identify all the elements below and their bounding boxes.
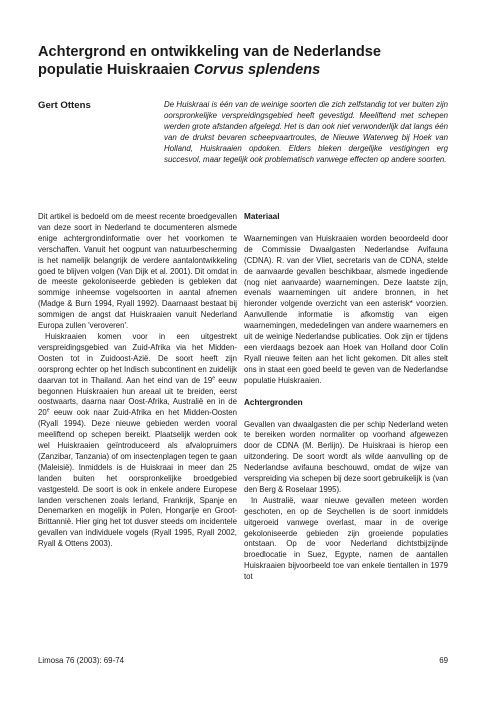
paragraph-range-part-c: eeuw ook naar Zuid-Afrika en het Midden-Oosten (Ryall 1994). Deze nieuwe gebieden werden vooral meeliftend op schepen bereikt. Plaatselijk werden ook wel Huiskraaien geïntroduceerd als afvalopruimers (Zanzibar, Tanzania) of om insectenplagen tegen te gaan (Maleisië). Inmiddels is de Huiskraai in meer dan 25 landen buiten het oorspronkelijke broedgebied vastgesteld. De soort is ook in enkele andere Europese landen verschenen zoals Ierland, Frankrijk, Spanje en Denemarken en mogelijk in Polen, Hongarije en Groot-Brittannië. Hier ging het tot dusver steeds om incidentele gevallen van individuele vogels (Ryall 1995, Ryall 2002, Ryall & Ottens 2003).	[38, 408, 237, 549]
page-number: 69	[439, 656, 448, 665]
abstract: De Huiskraai is één van de weinige soorten die zich zelfstandig tot ver buiten zijn oorspronkelijke verspreidingsgebied heeft gevestigd. Meeliftend met schepen werden grote afstanden afgelegd. Het is dan ook niet verwonderlijk dat langs één van de drukst bevaren scheepvaartroutes, de Nieuwe Waterweg bij Hoek van Holland, Huiskraaien opdoken. Elders bleken dergelijke vestigingen erg succesvol, maar tegelijk ook problematisch vanwege effecten op andere soorten.	[164, 100, 448, 164]
superscript-e: e	[212, 374, 215, 381]
paragraph-achtergronden-2: In Australië, waar nieuwe gevallen meteen worden geschoten, en op de Seychellen is de soort inmiddels uitgeroeid vanwege overlast, maar in de overige gekoloniseerde gebieden zijn groeiende populaties ontstaan. Op de voor Nederland dichtstbijzijnde broedlocatie in Suez, Egypte, namen de aantallen Huiskraaien bijvoorbeeld toe van enkele tientallen in 1979 tot	[244, 495, 448, 582]
paragraph-intro: Dit artikel is bedoeld om de meest recente broedgevallen van deze soort in Nederland te documenteren alsmede enige achtergrondinformatie over het voorkomen te verschaffen. Vanuit het oogpunt van natuurbescherming is het namelijk belangrijk de verdere aantalontwikkeling goed te blijven volgen (Van Dijk et al. 2001). Dit omdat in de meeste gekoloniseerde gebieden is gebleken dat sommige inheemse vogelsoorten in aantal afnemen (Madge & Burn 1994, Ryall 1992). Daarnaast bestaat bij sommigen de angst dat Huiskraaien vanuit Nederland Europa zullen 'veroveren'.	[38, 212, 237, 331]
left-column	[38, 212, 237, 550]
article-title	[38, 44, 448, 79]
section-heading-achtergronden: Achtergronden	[244, 397, 303, 407]
paragraph-range-part-a: Huiskraaien komen voor in een uitgestrekt verspreidingsgebied van Zuid-Afrika via het Midden-Oosten tot in Zuidoost-Azië. De soort heeft zijn oorsprong echter op het Indisch subcontinent en zuidelijk daarvan tot in Thailand. Aan het eind van de 19	[38, 331, 237, 385]
paragraph-materiaal: Waarnemingen van Huiskraaien worden beoordeeld door de Commissie Dwaalgasten Nederlandse Avifauna (CDNA). R. van der Vliet, secretaris van de CDNA, stelde de aanvaarde gevallen beschikbaar, alsmede ingediende (nog niet aanvaarde) waarnemingen. Deze laatste zijn, evenals waarnemingen uit andere bronnen, in het hieronder volgende overzicht van een asterisk* voorzien. Aanvullende informatie is afkomstig van eigen waarnemingen, mededelingen van andere waarnemers en uit de weinige Nederlandse publicaties. Ook zijn er tijdens een vierdaags bezoek aan Hoek van Holland door Colin Ryall nieuwe feiten aan het licht gekomen. Dit alles stelt ons in staat een goed beeld te geven van de Nederlandse populatie Huiskraaien.	[244, 233, 448, 385]
right-column	[244, 212, 448, 583]
paragraph-range	[38, 332, 237, 550]
author-name: Gert Ottens	[38, 100, 91, 111]
section-heading-materiaal: Materiaal	[244, 212, 280, 221]
article-title-main: Achtergrond en ontwikkeling van de Nederlandse populatie Huiskraaien	[38, 44, 382, 78]
paragraph-achtergronden-1: Gevallen van dwaalgasten die per schip Nederland weten te bereiken worden normaliter op voorhand afgewezen door de CDNA (M. Berlijn). De Huiskraai is hierop een uitzondering. De soort wordt als wilde aanvulling op de Nederlandse avifauna beschouwd, omdat de wijze van verspreiding via schepen bij deze soort gebruikelijk is (van den Berg & Roselaar 1995).	[244, 419, 448, 494]
journal-citation: Limosa 76 (2003): 69-74	[38, 656, 124, 665]
superscript-e: e	[46, 407, 50, 414]
article-title-species: Corvus splendens	[193, 61, 321, 78]
paragraph-range-part-b: eeuw begonnen Huiskraaien hun areaal uit te breiden, eerst oostwaarts, daarna naar Oost-Afrika, Australië en in de 20	[38, 375, 238, 418]
